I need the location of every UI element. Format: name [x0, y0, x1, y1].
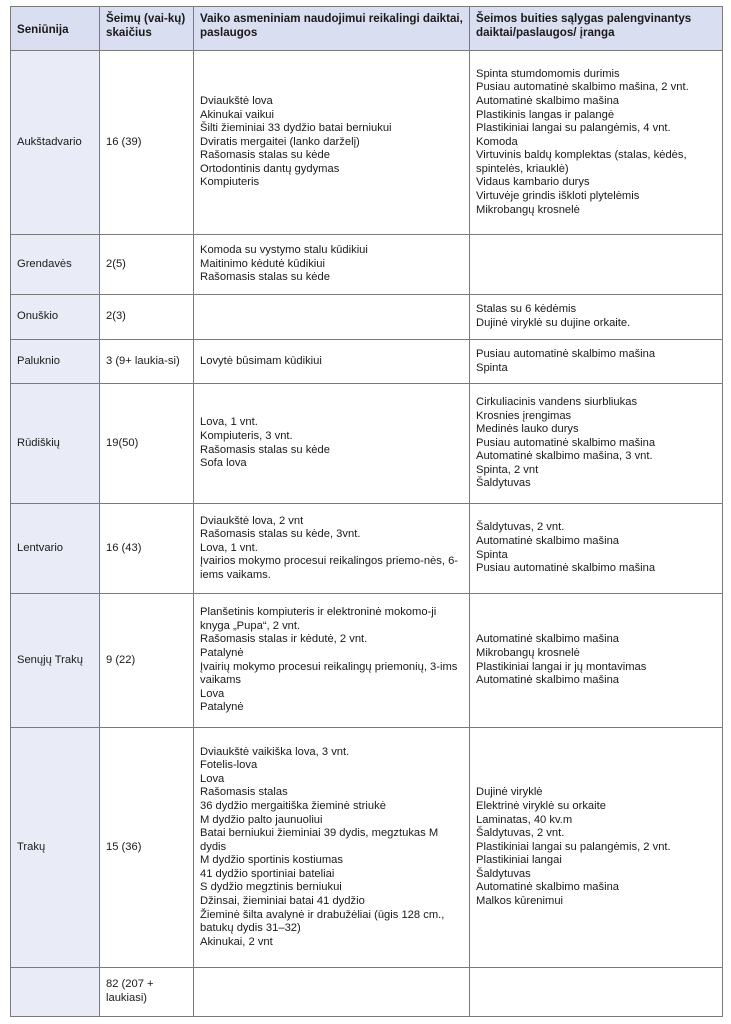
household-items-cell [470, 295, 723, 340]
child-items-cell [194, 295, 470, 340]
item-line: Automatinė skalbimo mašina [476, 94, 620, 107]
item-line: Elektrinė viryklė su orkaite [476, 799, 606, 812]
item-line: Pusiau automatinė skalbimo mašina [476, 347, 656, 360]
item-line: S dydžio megztinis berniukui [200, 881, 342, 894]
item-line: Šaldytuvas, 2 vnt. [476, 521, 565, 534]
item-line: Komoda [476, 135, 518, 148]
total-row [11, 968, 723, 1017]
item-line: Dviaukštė vaikiška lova, 3 vnt. [200, 745, 350, 758]
seniunija-cell: Onuškio [11, 295, 100, 340]
household-items-cell [470, 384, 723, 504]
table-row [11, 340, 723, 384]
item-line: Rašomasis stalas [200, 786, 288, 799]
item-line: Fotelis-lova [200, 759, 258, 772]
family-count-cell: 16 (43) [100, 504, 194, 594]
household-items-cell [470, 728, 723, 968]
child-items-cell [194, 51, 470, 235]
table-row [11, 51, 723, 235]
item-line: Lova [200, 687, 225, 700]
family-count-cell: 19(50) [100, 384, 194, 504]
item-line: Kompiuteris, 3 vnt. [200, 429, 293, 442]
header-child-items: Vaiko asmeniniam naudojimui reikalingi daiktai, paslaugos [194, 7, 470, 51]
table-row [11, 295, 723, 340]
item-line: Plastikinis langas ir palangė [476, 108, 615, 121]
total-count-cell: 82 (207 + laukiasi) [100, 968, 194, 1017]
item-line: Spinta, 2 vnt [476, 463, 539, 476]
item-line: Ortodontinis dantų gydymas [200, 162, 340, 175]
item-line: Akinukai, 2 vnt [200, 935, 273, 948]
item-line: Dujinė viryklė [476, 786, 543, 799]
item-line: 41 dydžio sportiniai bateliai [200, 867, 335, 880]
item-line: Pusiau automatinė skalbimo mašina [476, 436, 656, 449]
header-row [11, 7, 723, 51]
child-items-cell [194, 504, 470, 594]
child-items-cell [194, 340, 470, 384]
item-line: Mikrobangų krosnelė [476, 203, 580, 216]
child-items-cell [194, 594, 470, 728]
child-items-cell [194, 728, 470, 968]
item-line: Automatinė skalbimo mašina, 3 vnt. [476, 450, 653, 463]
household-items-cell [470, 504, 723, 594]
item-line: Dviratis mergaitei (lanko darželį) [200, 135, 360, 148]
item-line: Plastikiniai langai su palangėmis, 2 vnt. [476, 840, 671, 853]
item-line: Krosnies įrengimas [476, 409, 572, 422]
item-line: Kompiuteris [200, 176, 260, 189]
item-line: Rašomasis stalas su kėde [200, 443, 330, 456]
item-line: Virtuvinis baldų komplektas (stalas, kėdės, spintelės, kriauklė) [476, 149, 687, 175]
item-line: Spinta [476, 548, 508, 561]
seniunija-cell: Trakų [11, 728, 100, 968]
table-body [11, 51, 723, 1017]
family-count-cell: 16 (39) [100, 51, 194, 235]
item-line: Komoda su vystymo stalu kūdikiui [200, 244, 368, 257]
item-line: Plastikiniai langai su palangėmis, 4 vnt. [476, 122, 671, 135]
item-line: Dviaukštė lova, 2 vnt [200, 514, 304, 527]
item-line: Plastikiniai langai [476, 854, 562, 867]
support-table [10, 6, 723, 1017]
item-line: Virtuvėje grindis iškloti plytelėmis [476, 190, 640, 203]
item-line: Lova [200, 772, 225, 785]
item-line: Plastikiniai langai ir jų montavimas [476, 660, 647, 673]
item-line: Automatinė skalbimo mašina [476, 534, 620, 547]
header-family-count: Šeimų (vai-kų) skaičius [100, 7, 194, 51]
item-line: Pusiau automatinė skalbimo mašina [476, 562, 656, 575]
household-items-cell [470, 235, 723, 295]
item-line: Stalas su 6 kėdėmis [476, 303, 577, 316]
item-line: Rašomasis stalas su kėde [200, 149, 330, 162]
item-line: Cirkuliacinis vandens siurbliukas [476, 395, 638, 408]
item-line: Automatinė skalbimo mašina [476, 674, 620, 687]
item-line: Planšetinis kompiuteris ir elektroninė mokomo-ji knyga „Pupa“, 2 vnt. [200, 606, 437, 632]
item-line: Laminatas, 40 kv.m [476, 813, 573, 826]
household-items-cell [470, 594, 723, 728]
total-household-items-cell [470, 968, 723, 1017]
item-line: Maitinimo kėdutė kūdikiui [200, 257, 325, 270]
item-line: Spinta [476, 361, 508, 374]
table-row [11, 594, 723, 728]
family-count-cell: 2(3) [100, 295, 194, 340]
item-line: Dujinė viryklė su dujine orkaite. [476, 317, 631, 329]
item-line: Rašomasis stalas ir kėdutė, 2 vnt. [200, 633, 368, 646]
item-line: Pusiau automatinė skalbimo mašina, 2 vnt. [476, 81, 689, 94]
item-line: Medinės lauko durys [476, 423, 579, 436]
total-child-items-cell [194, 968, 470, 1017]
seniunija-cell: Grendavės [11, 235, 100, 295]
item-line: Šaldytuvas [476, 867, 531, 880]
table-row [11, 235, 723, 295]
household-items-cell [470, 340, 723, 384]
family-count-cell: 3 (9+ laukia-si) [100, 340, 194, 384]
header-household-items: Šeimos buities sąlygas palengvinantys daiktai/paslaugos/ įranga [470, 7, 723, 51]
item-line: Lova, 1 vnt. [200, 541, 258, 554]
item-line: Lova, 1 vnt. [200, 416, 258, 429]
item-line: Vidaus kambario durys [476, 176, 590, 189]
item-line: Spinta stumdomomis durimis [476, 67, 620, 80]
child-items-cell [194, 235, 470, 295]
family-count-cell: 2(5) [100, 235, 194, 295]
total-seniunija-cell [11, 968, 100, 1017]
seniunija-cell: Senųjų Trakų [11, 594, 100, 728]
item-line: Dviaukštė lova [200, 94, 273, 107]
item-line: Šaldytuvas, 2 vnt. [476, 827, 565, 840]
item-line: M dydžio palto jaunuoliui [200, 813, 323, 826]
item-line: Šilti žieminiai 33 dydžio batai berniukui [200, 122, 392, 135]
item-line: Batai berniukui žieminiai 39 dydis, megztukas M dydis [200, 827, 439, 853]
household-items-cell [470, 51, 723, 235]
item-line: Automatinė skalbimo mašina [476, 633, 620, 646]
item-line: Akinukai vaikui [200, 108, 274, 121]
item-line: Mikrobangų krosnelė [476, 646, 580, 659]
item-line: Rašomasis stalas su kėde [200, 271, 330, 284]
item-line: Žieminė šilta avalynė ir drabužėliai (ūgis 128 cm., batukų dydis 31–32) [200, 908, 445, 935]
table-row [11, 384, 723, 504]
item-line: Lovytė būsimam kūdikiui [200, 354, 322, 367]
family-count-cell: 9 (22) [100, 594, 194, 728]
item-line: Patalynė [200, 646, 244, 659]
header-seniunija: Seniūnija [11, 7, 100, 51]
seniunija-cell: Paluknio [11, 340, 100, 384]
child-items-cell [194, 384, 470, 504]
item-line: Įvairių mokymo procesui reikalingų priemonių, 3-ims vaikams [200, 660, 458, 687]
item-line: Rašomasis stalas su kėde, 3vnt. [200, 528, 361, 541]
seniunija-cell: Rūdiškių [11, 384, 100, 504]
item-line: Šaldytuvas [476, 477, 531, 490]
item-line: Sofa lova [200, 457, 247, 470]
item-line: Džinsai, žieminiai batai 41 dydžio [200, 895, 365, 908]
seniunija-cell: Lentvario [11, 504, 100, 594]
table-row [11, 504, 723, 594]
item-line: 36 dydžio mergaitiška žieminė striukė [200, 799, 386, 812]
item-line: Malkos kūrenimui [476, 895, 564, 908]
item-line: Įvairios mokymo procesui reikalingos priemo-nės, 6-iems vaikams. [200, 555, 459, 581]
item-line: Patalynė [200, 701, 244, 714]
seniunija-cell: Aukštadvario [11, 51, 100, 235]
table-row [11, 728, 723, 968]
item-line: Automatinė skalbimo mašina [476, 881, 620, 894]
item-line: M dydžio sportinis kostiumas [200, 854, 344, 867]
family-count-cell: 15 (36) [100, 728, 194, 968]
